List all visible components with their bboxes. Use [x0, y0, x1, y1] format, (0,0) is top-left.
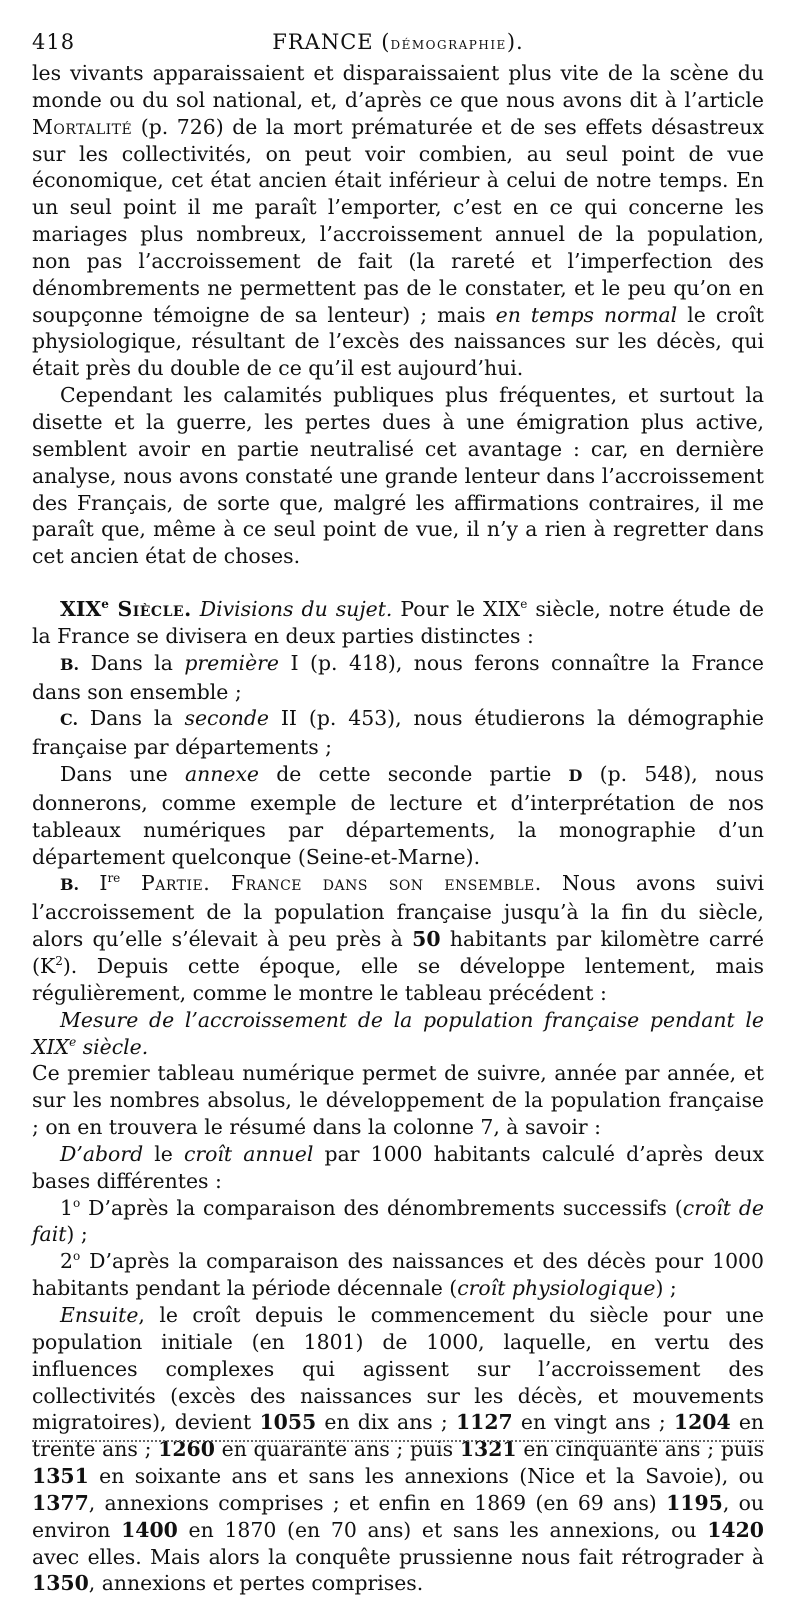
paragraph-premiere-partie: B. Ire Partie. France dans son ensemble. Nous avons suivi l’accroissement de la population française jusqu’à la fin du siècle, alors qu’elle s’élevait à peu près à 50 habitants par kilomètre carré $(K^2)$. Depuis cette époque, elle se développe lentement, mais régulièrement, comme le montre le tableau précédent : — [32, 871, 765, 1005]
page-number: 418 — [32, 30, 76, 54]
list-item-2: 2$^o$ D’après la comparaison des naissances et des décès pour 1000 habitants pendant la période décennale (croît physiologique) ; — [32, 1249, 764, 1301]
paragraph-mesure-title: Mesure de l’accroissement de la population française pendant le XIXe siècle. — [32, 1007, 764, 1059]
paragraph-cependant: Cependant les calamités publiques plus fréquentes, et surtout la disette et la guerre, les pertes dues à une émigration plus active, semblent avoir en partie neutralisé cet avantage : car, en dernière analyse, nous avons constaté une grande lenteur dans l’accroissement des Français, de sorte que, malgré les affirmations contraires, il me paraît que, même à ce seul point de vue, il n’y a rien à regretter dans cet ancien état de choses. — [32, 383, 764, 569]
paragraph-part-c: C. Dans la seconde II (p. 453), nous étudierons la démographie française par départements ; — [32, 706, 764, 760]
footer-dotted-rule — [32, 1440, 764, 1442]
section-heading-paragraph: XIXe Siècle. Divisions du sujet. Pour le XIXe siècle, notre étude de la France se divisera en deux parties distinctes : — [32, 597, 765, 648]
paragraph-tableau: Ce premier tableau numérique permet de suivre, année par année, et sur les nombres absolus, le développement de la population française ; on en trouvera le résumé dans la colonne 7, à savoir : — [32, 1061, 764, 1140]
running-title: FRANCE (démographie). — [272, 30, 524, 54]
section-heading: XIXe Siècle. — [60, 597, 192, 622]
cross-reference: Mortalité — [32, 114, 133, 139]
paragraph-continuation: les vivants apparaissaient et disparaissaient plus vite de la scène du monde ou du sol national, et, d’après ce que nous avons dit à l’article Mortalité (p. 726) de la mort prématurée et de ses effets désastreux sur les collectivités, on peut voir combien, au seul point de vue économique, cet état ancien était inférieur à celui de notre temps. En un seul point il me paraît l’emporter, c’est en ce qui concerne les mariages plus nombreux, l’accroissement annuel de la population, non pas l’accroissement de fait (la rareté et l’imperfection des dénombrements ne permettent pas de le constater, et le peu qu’on en soupçonne témoigne de sa lenteur) ; mais en temps normal le croît physiologique, résultant de l’excès des naissances sur les décès, qui était près du double de ce qu’il est aujourd’hui. — [32, 61, 764, 381]
paragraph-dabord: D’abord le croît annuel par 1000 habitants calculé d’après deux bases différentes : — [32, 1141, 764, 1193]
list-item-1: 1$^o$ D’après la comparaison des dénombrements successifs (croît de fait) ; — [32, 1195, 765, 1247]
paragraph-ensuite: Ensuite, le croît depuis le commencement du siècle pour une population initiale (en 1801) de 1000, laquelle, en vertu des influences complexes qui agissent sur l’accroissement des collectivités (excès des naissances sur les décès, et mouvements migratoires), devient 1055 en dix ans ; 1127 en vingt ans ; 1204 en trente ans ; 1260 en quarante ans ; puis 1321 en cinquante ans ; puis 1351 en soixante ans et sans les annexions (Nice et la Savoie), ou 1377, annexions comprises ; et enfin en 1869 (en 69 ans) 1195, ou environ 1400 en 1870 (en 70 ans) et sans les annexions, ou 1420 avec elles. Mais alors la conquête prussienne nous fait rétrograder à 1350, annexions et pertes comprises. — [32, 1302, 765, 1596]
body-text — [32, 60, 764, 1597]
running-head — [32, 30, 764, 60]
paragraph-annexe: Dans une annexe de cette seconde partie D (p. 548), nous donnerons, comme exemple de lecture et d’interprétation de nos tableaux numériques par départements, la monographie d’un département quelconque (Seine-et-Marne). — [32, 762, 764, 869]
section-subtitle: Divisions du sujet. — [199, 597, 393, 622]
paragraph-part-b: B. Dans la première I (p. 418), nous ferons connaître la France dans son ensemble ; — [32, 650, 764, 704]
